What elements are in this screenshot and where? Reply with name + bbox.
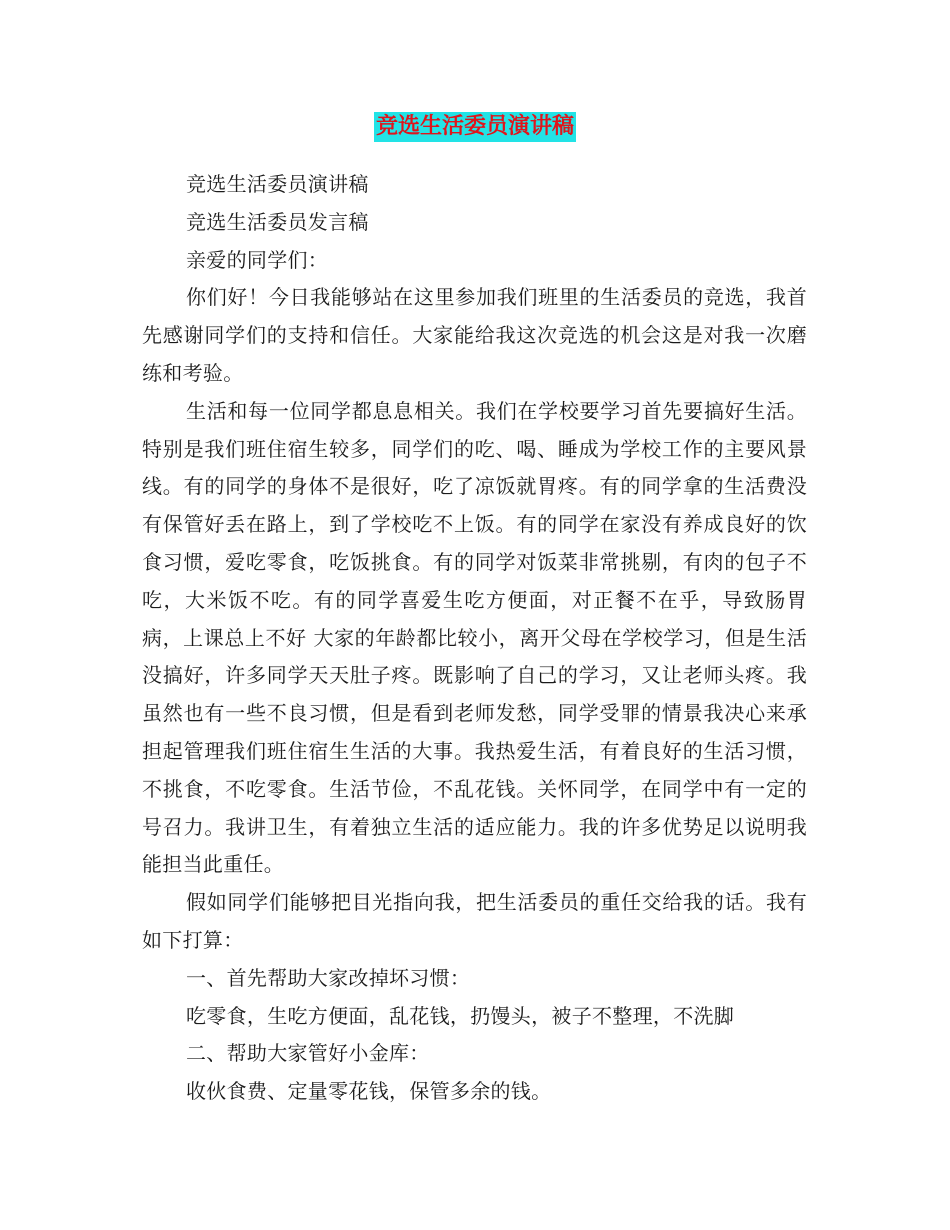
paragraph: 收伙食费、定量零花钱，保管多余的钱。 xyxy=(186,1079,552,1104)
document-title: 竞选生活委员演讲稿 xyxy=(374,112,576,142)
paragraph: 竞选生活委员发言稿 xyxy=(186,209,369,234)
paragraph: 亲爱的同学们： xyxy=(186,247,329,272)
title-container xyxy=(0,112,950,142)
paragraph: 吃零食，生吃方便面，乱花钱，扔馒头，被子不整理，不洗脚 xyxy=(186,1003,735,1028)
paragraph: 假如同学们能够把目光指向我，把生活委员的重任交给我的话。我有如下打算： xyxy=(142,890,807,952)
paragraph: 竞选生活委员演讲稿 xyxy=(186,172,369,196)
document-body xyxy=(142,166,807,1111)
paragraph: 一、首先帮助大家改掉坏习惯： xyxy=(186,965,471,990)
paragraph: 二、帮助大家管好小金库： xyxy=(186,1041,430,1066)
paragraph: 你们好！今日我能够站在这里参加我们班里的生活委员的竞选，我首先感谢同学们的支持和信任。大家能给我这次竞选的机会这是对我一次磨练和考验。 xyxy=(142,285,807,385)
paragraph: 生活和每一位同学都息息相关。我们在学校要学习首先要搞好生活。特别是我们班住宿生较多，同学们的吃、喝、睡成为学校工作的主要风景线。有的同学的身体不是很好，吃了凉饭就胃疼。有的同学拿的生活费没有保管好丢在路上，到了学校吃不上饭。有的同学在家没有养成良好的饮食习惯，爱吃零食，吃饭挑食。有的同学对饭菜非常挑剔，有肉的包子不吃，大米饭不吃。有的同学喜爱生吃方便面，对正餐不在乎，导致肠胃病，上课总上不好 大家的年龄都比较小，离开父母在学校学习，但是生活没搞好，许多同学天天肚子疼。既影响了自己的学习，又让老师头疼。我虽然也有一些不良习惯，但是看到老师发愁，同学受罪的情景我决心来承担起管理我们班住宿生生活的大事。我热爱生活，有着良好的生活习惯，不挑食，不吃零食。生活节俭，不乱花钱。关怀同学，在同学中有一定的号召力。我讲卫生，有着独立生活的适应能力。我的许多优势足以说明我能担当此重任。 xyxy=(142,398,807,877)
